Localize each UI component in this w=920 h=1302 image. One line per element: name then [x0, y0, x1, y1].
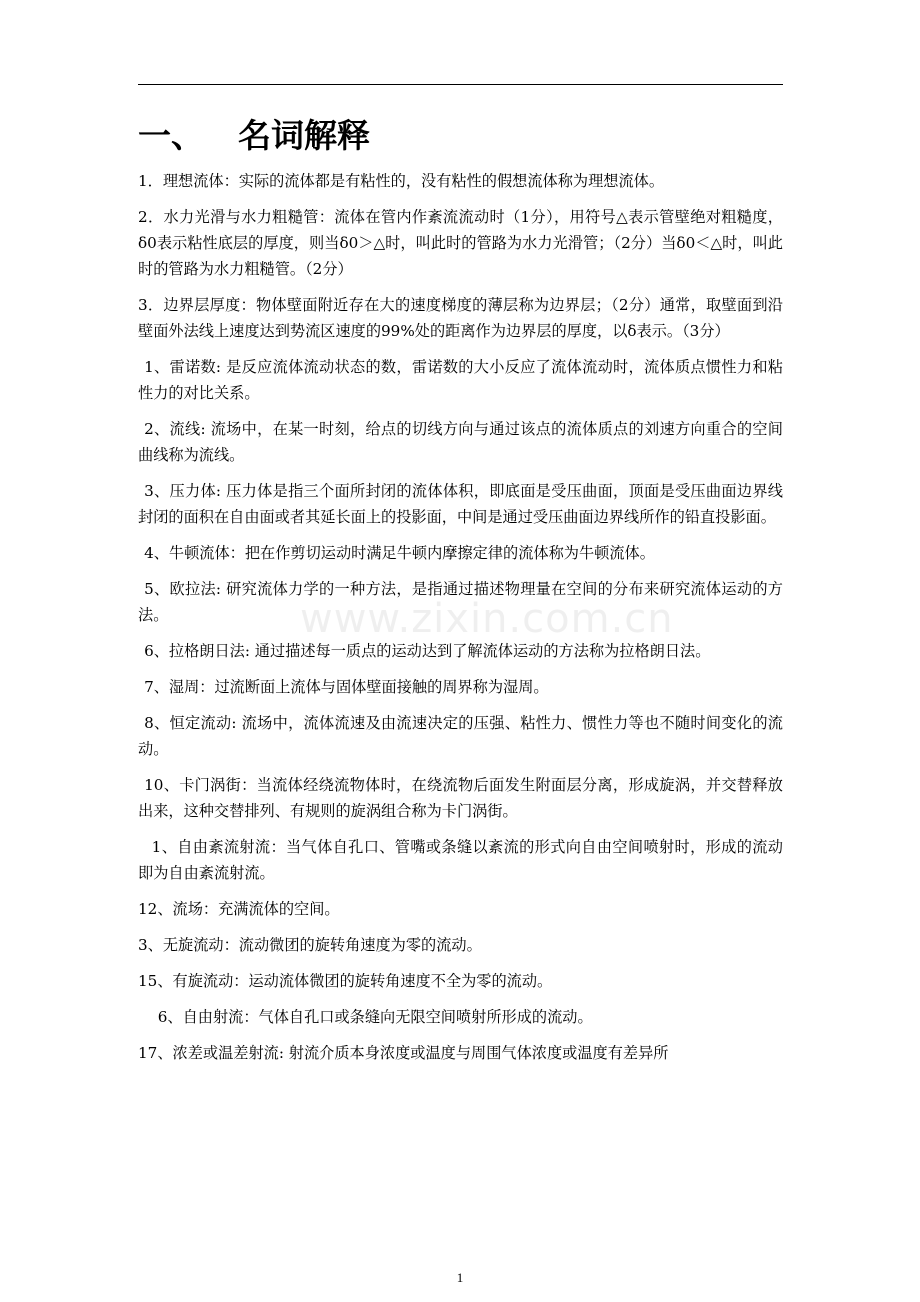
- definition-paragraph: 12、流场：充满流体的空间。: [138, 900, 340, 918]
- definition-paragraph: 15、有旋流动：运动流体微团的旋转角速度不全为零的流动。: [138, 972, 553, 990]
- definition-paragraph: 4、牛顿流体：把在作剪切运动时满足牛顿内摩擦定律的流体称为牛顿流体。: [144, 544, 655, 562]
- watermark: www.zixin.com.cn: [300, 596, 674, 642]
- definition-paragraph: 5、欧拉法: 研究流体力学的一种方法，是指通过描述物理量在空间的分布来研究流体运动的方法。: [138, 580, 783, 624]
- definition-paragraph: 17、浓差或温差射流: 射流介质本身浓度或温度与周围气体浓度或温度有差异所: [138, 1044, 669, 1062]
- header-rule: [138, 84, 783, 85]
- definition-paragraph: 6、自由射流：气体自孔口或条缝向无限空间喷射所形成的流动。: [157, 1008, 593, 1026]
- definition-paragraph: 1．理想流体：实际的流体都是有粘性的，没有粘性的假想流体称为理想流体。: [138, 172, 665, 190]
- definition-paragraph: 3、无旋流动：流动微团的旋转角速度为零的流动。: [138, 936, 482, 954]
- section-heading: [138, 110, 783, 162]
- definition-paragraph: 10、卡门涡街：当流体经绕流物体时，在绕流物后面发生附面层分离，形成旋涡，并交替释放出来，这种交替排列、有规则的旋涡组合称为卡门涡街。: [138, 776, 783, 820]
- definition-paragraph: 3．边界层厚度：物体壁面附近存在大的速度梯度的薄层称为边界层；（2分）通常，取壁面到沿壁面外法线上速度达到势流区速度的99%处的距离作为边界层的厚度，以δ表示。（3分）: [138, 296, 783, 340]
- definition-paragraph: 6、拉格朗日法: 通过描述每一质点的运动达到了解流体运动的方法称为拉格朗日法。: [144, 642, 711, 660]
- definition-paragraph: 7、湿周：过流断面上流体与固体壁面接触的周界称为湿周。: [144, 678, 549, 696]
- definition-paragraph: 1、雷诺数: 是反应流体流动状态的数，雷诺数的大小反应了流体流动时，流体质点惯性力和粘性力的对比关系。: [138, 358, 783, 402]
- definition-paragraph: 1、自由紊流射流：当气体自孔口、管嘴或条缝以紊流的形式向自由空间喷射时，形成的流动即为自由紊流射流。: [138, 838, 783, 882]
- section-number: 一、: [138, 116, 204, 155]
- section-title: 名词解释: [238, 116, 370, 155]
- definition-paragraph: 2．水力光滑与水力粗糙管：流体在管内作紊流流动时（1分），用符号△表示管壁绝对粗糙度，δ0表示粘性底层的厚度，则当δ0＞△时，叫此时的管路为水力光滑管；（2分）当δ0＜△时，叫此时的管路为水力粗糙管。（2分）: [138, 208, 783, 278]
- definition-paragraph: 3、压力体: 压力体是指三个面所封闭的流体体积，即底面是受压曲面，顶面是受压曲面边界线封闭的面积在自由面或者其延长面上的投影面，中间是通过受压曲面边界线所作的铅直投影面。: [138, 482, 783, 526]
- page-number: 1: [456, 1270, 464, 1285]
- definition-paragraph: 8、恒定流动: 流场中，流体流速及由流速决定的压强、粘性力、惯性力等也不随时间变化的流动。: [138, 714, 783, 758]
- definition-paragraph: 2、流线: 流场中，在某一时刻，给点的切线方向与通过该点的流体质点的刘速方向重合的空间曲线称为流线。: [138, 420, 783, 464]
